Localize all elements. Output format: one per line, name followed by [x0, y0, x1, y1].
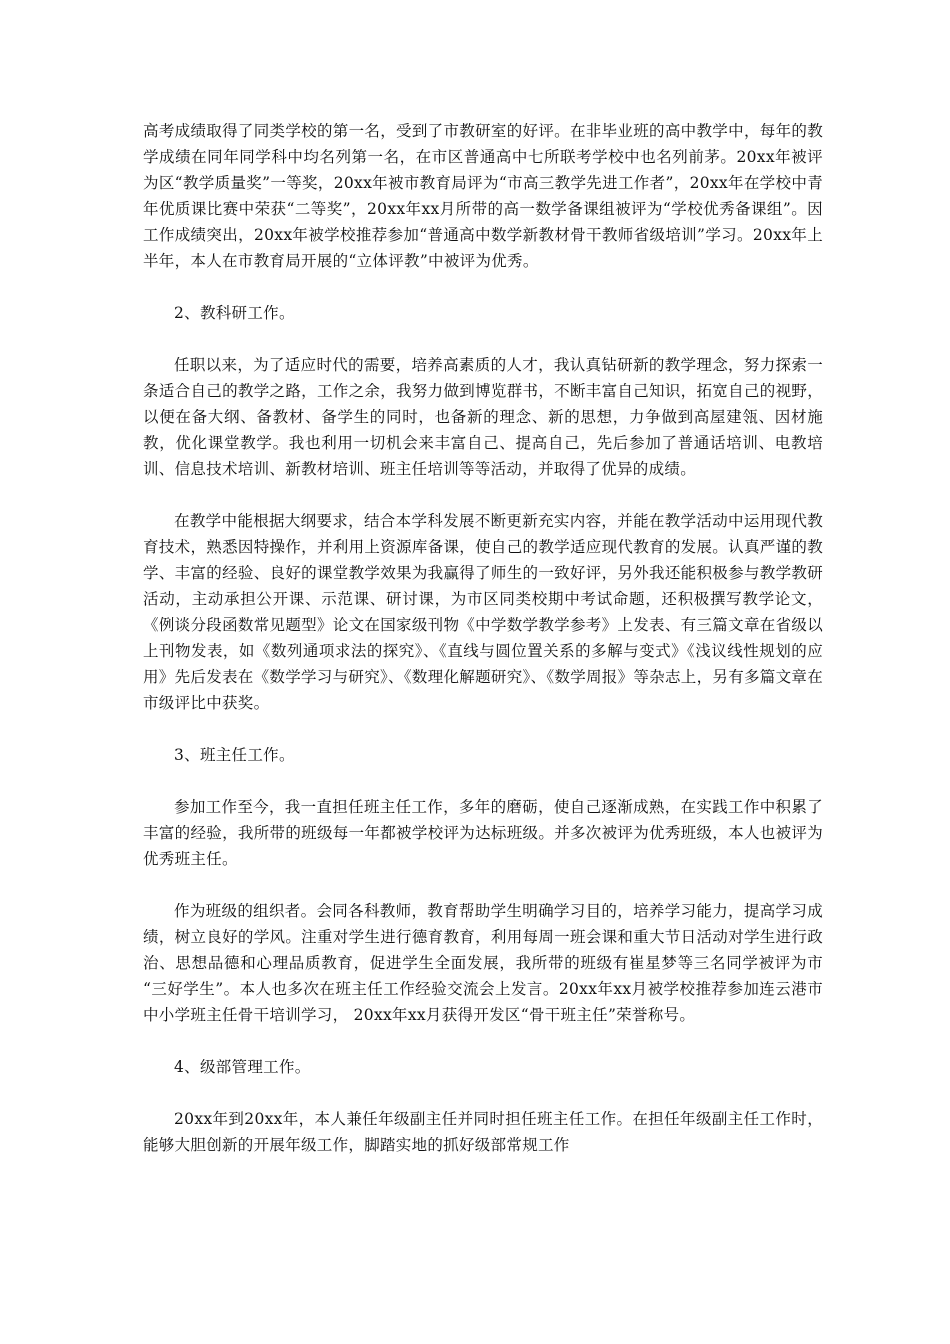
section-heading-research: 2、教科研工作。	[174, 304, 295, 322]
paragraph-research-study: 任职以来，为了适应时代的需要，培养高素质的人才，我认真钻研新的教学理念，努力探索一条适合自己的教学之路，工作之余，我努力做到博览群书，不断丰富自己知识，拓宽自己的视野，以便在备大纲、备教材、备学生的同时，也备新的理念、新的思想，力争做到高屋建瓴、因材施教，优化课堂教学。我也利用一切机会来丰富自己、提高自己，先后参加了普通话培训、电教培训、信息技术培训、新教材培训、班主任培训等等活动，并取得了优异的成绩。	[143, 356, 823, 478]
paragraph-class-teacher-experience: 参加工作至今，我一直担任班主任工作，多年的磨砺，使自己逐渐成熟，在实践工作中积累了丰富的经验，我所带的班级每一年都被学校评为达标班级。并多次被评为优秀班级，本人也被评为优秀班主任。	[143, 798, 823, 868]
paragraph-research-publications: 在教学中能根据大纲要求，结合本学科发展不断更新充实内容，并能在教学活动中运用现代教育技术，熟悉因特操作，并利用上资源库备课，使自己的教学适应现代教育的发展。认真严谨的教学、丰富的经验、良好的课堂教学效果为我赢得了师生的一致好评，另外我还能积极参与教学教研活动，主动承担公开课、示范课、研讨课，为市区同类校期中考试命题，还积极撰写教学论文，《例谈分段函数常见题型》论文在国家级刊物《中学数学教学参考》上发表、有三篇文章在省级以上刊物发表，如《数列通项求法的探究》、《直线与圆位置关系的多解与变式》《浅议线性规划的应用》先后发表在《数学学习与研究》、《数理化解题研究》、《数学周报》等杂志上，另有多篇文章在市级评比中获奖。	[143, 512, 824, 712]
paragraph-achievements: 高考成绩取得了同类学校的第一名，受到了市教研室的好评。在非毕业班的高中教学中，每年的教学成绩在同年同学科中均名列第一名，在市区普通高中七所联考学校中也名列前茅。20xx年被评为区“教学质量奖”一等奖，20xx年被市教育局评为“市高三教学先进工作者”，20xx年在学校中青年优质课比赛中荣获“二等奖”，20xx年xx月所带的高一数学备课组被评为“学校优秀备课组”。因工作成绩突出，20xx年被学校推荐参加“普通高中数学新教材骨干教师省级培训”学习。20xx年上半年，本人在市教育局开展的“立体评教”中被评为优秀。	[143, 122, 823, 270]
section-heading-grade-management: 4、级部管理工作。	[174, 1058, 311, 1076]
document-body	[143, 118, 823, 1184]
paragraph-grade-management: 20xx年到20xx年，本人兼任年级副主任并同时担任班主任工作。在担任年级副主任工作时，能够大胆创新的开展年级工作，脚踏实地的抓好级部常规工作	[143, 1110, 823, 1154]
paragraph-class-organizer: 作为班级的组织者。会同各科教师，教育帮助学生明确学习目的，培养学习能力，提高学习成绩，树立良好的学风。注重对学生进行德育教育，利用每周一班会课和重大节日活动对学生进行政治、思想品德和心理品质教育，促进学生全面发展，我所带的班级有崔星梦等三名同学被评为市 “三好学生”。本人也多次在班主任工作经验交流会上发言。20xx年xx月被学校推荐参加连云港市中小学班主任骨干培训学习， 20xx年xx月获得开发区“骨干班主任”荣誉称号。	[143, 902, 823, 1024]
section-heading-class-teacher: 3、班主任工作。	[174, 746, 295, 764]
